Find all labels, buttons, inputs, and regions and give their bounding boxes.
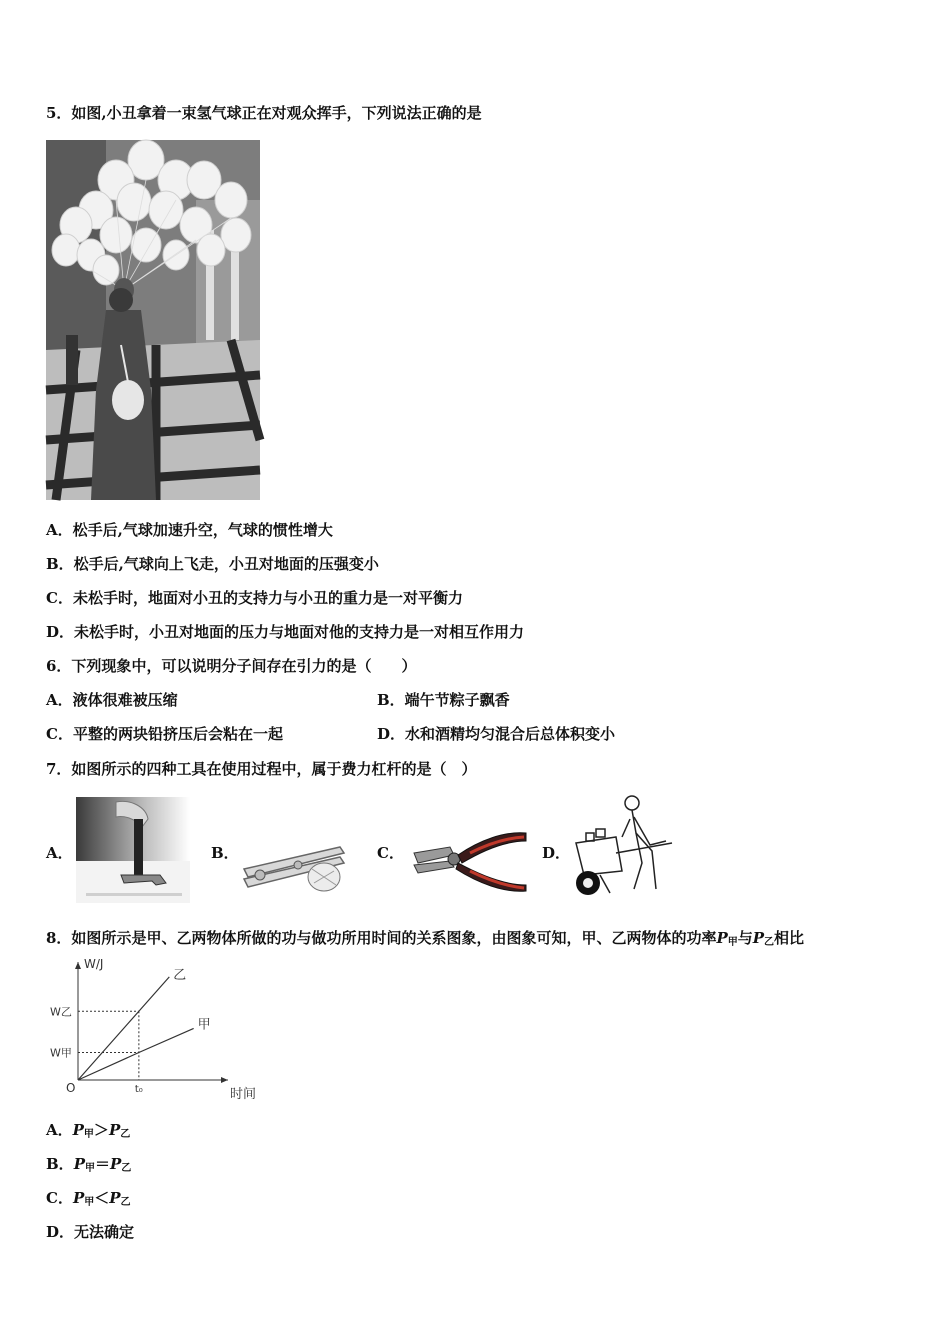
hammer-image	[76, 797, 190, 907]
q8-option-d: D．无法确定	[46, 1223, 135, 1241]
pliers-icon	[410, 825, 530, 895]
clown-balloons-photo	[46, 140, 260, 500]
series-line-0	[78, 977, 169, 1080]
q8-sub-jia: 甲	[727, 937, 738, 948]
q8-sub-yi: 乙	[764, 937, 775, 948]
nutcracker-icon	[240, 817, 350, 897]
q8-option-c-sub2: 乙	[120, 1197, 131, 1208]
q7-stem: 7．如图所示的四种工具在使用过程中，属于费力杠杆的是（ ）	[46, 760, 477, 778]
series-label-1: 甲	[197, 1017, 211, 1033]
q8-option-a-p1: P	[72, 1121, 84, 1139]
x-axis-arrow	[221, 1077, 228, 1083]
q8-option-c-letter: C．	[46, 1189, 73, 1207]
y-tick-label-jia: W甲	[50, 1046, 72, 1060]
q5-option-d: D．未松手时，小丑对地面的压力与地面对他的支持力是一对相互作用力	[46, 623, 525, 641]
x-tick-label: t₀	[134, 1084, 143, 1095]
y-axis-label: W/J	[84, 957, 104, 971]
q8-stem-text: 8．如图所示是甲、乙两物体所做的功与做功所用时间的关系图象，由图象可知，甲、乙两物体的功率	[46, 929, 717, 947]
series-label-0: 乙	[173, 967, 187, 983]
clown-balloons-illustration	[46, 140, 260, 500]
q8-option-b-letter: B．	[46, 1155, 74, 1173]
q8-option-c-p1: P	[72, 1189, 85, 1207]
q7-label-a: A．	[46, 844, 73, 862]
q6-option-d: D．水和酒精均匀混合后总体积变小	[377, 725, 616, 743]
q8-option-a-p2: P	[108, 1121, 121, 1139]
q8-yu: 与	[737, 929, 753, 947]
q8-option-c	[46, 1187, 131, 1208]
origin-label: O	[66, 1081, 76, 1095]
q7-label-c: C．	[377, 844, 404, 862]
q8-option-c-p2: P	[109, 1189, 121, 1207]
q8-p-jia: P	[716, 929, 728, 947]
q8-option-b-sub2: 乙	[121, 1163, 132, 1174]
series-line-1	[78, 1028, 194, 1080]
work-time-chart-svg	[46, 957, 257, 1107]
q8-option-a-sub1: 甲	[83, 1129, 94, 1140]
q8-option-a-letter: A．	[46, 1121, 73, 1139]
q5-option-a: A．松手后,气球加速升空，气球的惯性增大	[46, 521, 333, 539]
q8-option-b-sub1: 甲	[84, 1163, 95, 1174]
q7-label-d: D．	[542, 844, 571, 862]
q8-option-c-sub1: 甲	[84, 1197, 95, 1208]
q5-stem: 5．如图,小丑拿着一束氢气球正在对观众挥手，下列说法正确的是	[46, 104, 482, 122]
q6-stem: 6．下列现象中，可以说明分子间存在引力的是（ ）	[46, 657, 417, 675]
q8-option-a-sub2: 乙	[120, 1129, 131, 1140]
q8-option-a-rel: ＞	[93, 1121, 109, 1139]
q8-option-a	[46, 1119, 130, 1140]
q7-label-b: B．	[211, 844, 239, 862]
hammer-icon	[76, 797, 190, 903]
x-axis-label: 时间	[230, 1087, 257, 1102]
q8-option-b-rel: ＝	[94, 1155, 110, 1173]
q8-stem-end: 相比	[774, 929, 805, 947]
q8-p-yi: P	[752, 929, 765, 947]
q6-option-a: A．液体很难被压缩	[46, 691, 178, 709]
q5-option-b: B．松手后,气球向上飞走，小丑对地面的压强变小	[46, 555, 379, 573]
wheelbarrow-icon	[570, 793, 682, 901]
wheelbarrow-image	[570, 793, 682, 905]
q8-stem	[46, 927, 804, 948]
pliers-image	[410, 825, 530, 899]
work-time-chart	[46, 957, 257, 1111]
q6-option-b: B．端午节粽子飘香	[377, 691, 510, 709]
y-tick-label-yi: W乙	[50, 1005, 72, 1019]
q6-option-c: C．平整的两块铅挤压后会粘在一起	[46, 725, 283, 743]
q8-option-b-p2: P	[109, 1155, 122, 1173]
q8-option-b	[46, 1153, 131, 1174]
q8-option-c-rel: ＜	[94, 1189, 110, 1207]
q8-option-b-p1: P	[73, 1155, 85, 1173]
y-axis-arrow	[75, 962, 81, 969]
q5-option-c: C．未松手时，地面对小丑的支持力与小丑的重力是一对平衡力	[46, 589, 463, 607]
nutcracker-image	[240, 817, 350, 901]
